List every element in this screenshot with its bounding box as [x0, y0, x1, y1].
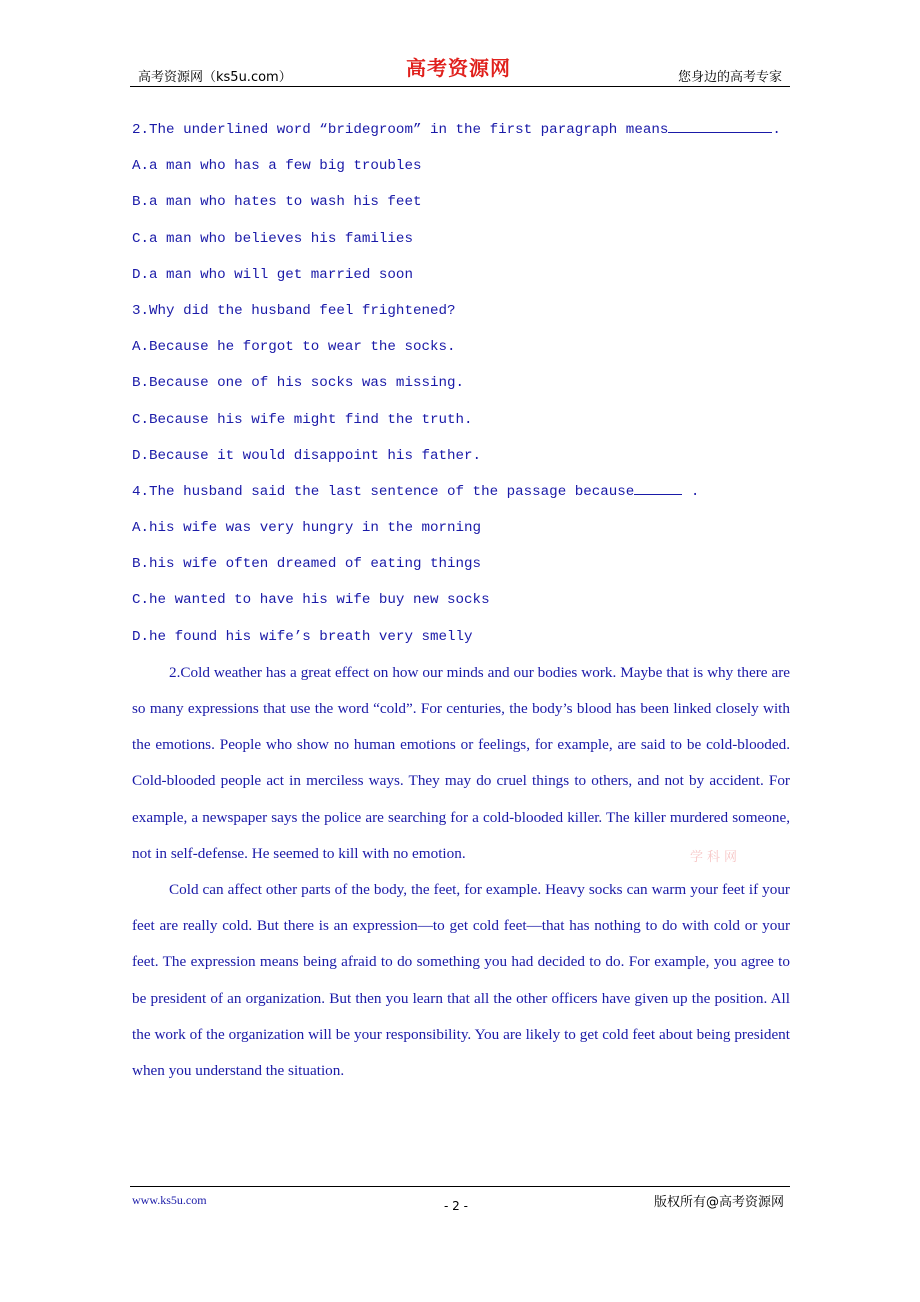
question-2-option-d: D.a man who will get married soon [132, 266, 413, 283]
answer-blank [634, 480, 682, 495]
question-4-stem: 4.The husband said the last sentence of the passage because . [132, 474, 790, 510]
question-3-option-a: A.Because he forgot to wear the socks. [132, 339, 456, 356]
answer-blank [668, 118, 772, 133]
question-2-option-b: B.a man who hates to wash his feet [132, 194, 422, 211]
question-3-option-d: D.Because it would disappoint his father. [132, 447, 482, 464]
question-2-option-a: A.a man who has a few big troubles [132, 158, 422, 175]
question-4-option-d: D.he found his wife’s breath very smelly [132, 628, 473, 645]
question-4-option-c: C.he wanted to have his wife buy new socks [132, 592, 490, 609]
question-3-stem: 3.Why did the husband feel frightened? [132, 302, 456, 319]
question-2-stem: 2.The underlined word “bridegroom” in the first paragraph means . [132, 112, 790, 148]
question-3-option-b: B.Because one of his socks was missing. [132, 375, 465, 392]
footer-copyright: 版权所有@高考资源网 [653, 1195, 784, 1210]
page-content [132, 112, 790, 1089]
footer-link[interactable]: www.ks5u.com [132, 1193, 207, 1207]
question-4-option-b: B.his wife often dreamed of eating things [132, 556, 482, 573]
question-3-option-c: C.Because his wife might find the truth. [132, 411, 473, 428]
page-header [130, 52, 790, 87]
header-source: 高考资源网（ks5u.com） [138, 70, 292, 85]
passage-paragraph-1: 2.Cold weather has a great effect on how our minds and our bodies work. Maybe that is why there are so many expressions that use the word “cold”. For centuries, the body’s blood has been linked closely with the emotions. People who show no human emotions or feelings, for example, are said to be cold-blooded. Cold-blooded people act in merciless ways. They may do cruel things to others, and not by accident. For example, a newspaper says the police are searching for a cold-blooded killer. The killer murdered someone, not in self-defense. He seemed to kill with no emotion. [132, 663, 790, 862]
question-4-option-a: A.his wife was very hungry in the morning [132, 520, 482, 537]
page-footer [130, 1186, 790, 1213]
passage-paragraph-2: Cold can affect other parts of the body, the feet, for example. Heavy socks can warm your feet if your feet are really cold. But there is an expression—to get cold feet—that has nothing to do with cold or your feet. The expression means being afraid to do something you had decided to do. For example, you agree to be president of an organization. But then you learn that all the other officers have given up the position. All the work of the organization will be your responsibility. You are likely to get cold feet about being president when you understand the situation. [132, 881, 790, 1080]
question-2-option-c: C.a man who believes his families [132, 230, 413, 247]
header-brand-logo: 高考资源网 [406, 56, 511, 80]
header-slogan: 您身边的高考专家 [677, 70, 782, 85]
page-number: - 2 - [444, 1199, 468, 1213]
watermark-stamp: 学科网 [690, 850, 742, 865]
